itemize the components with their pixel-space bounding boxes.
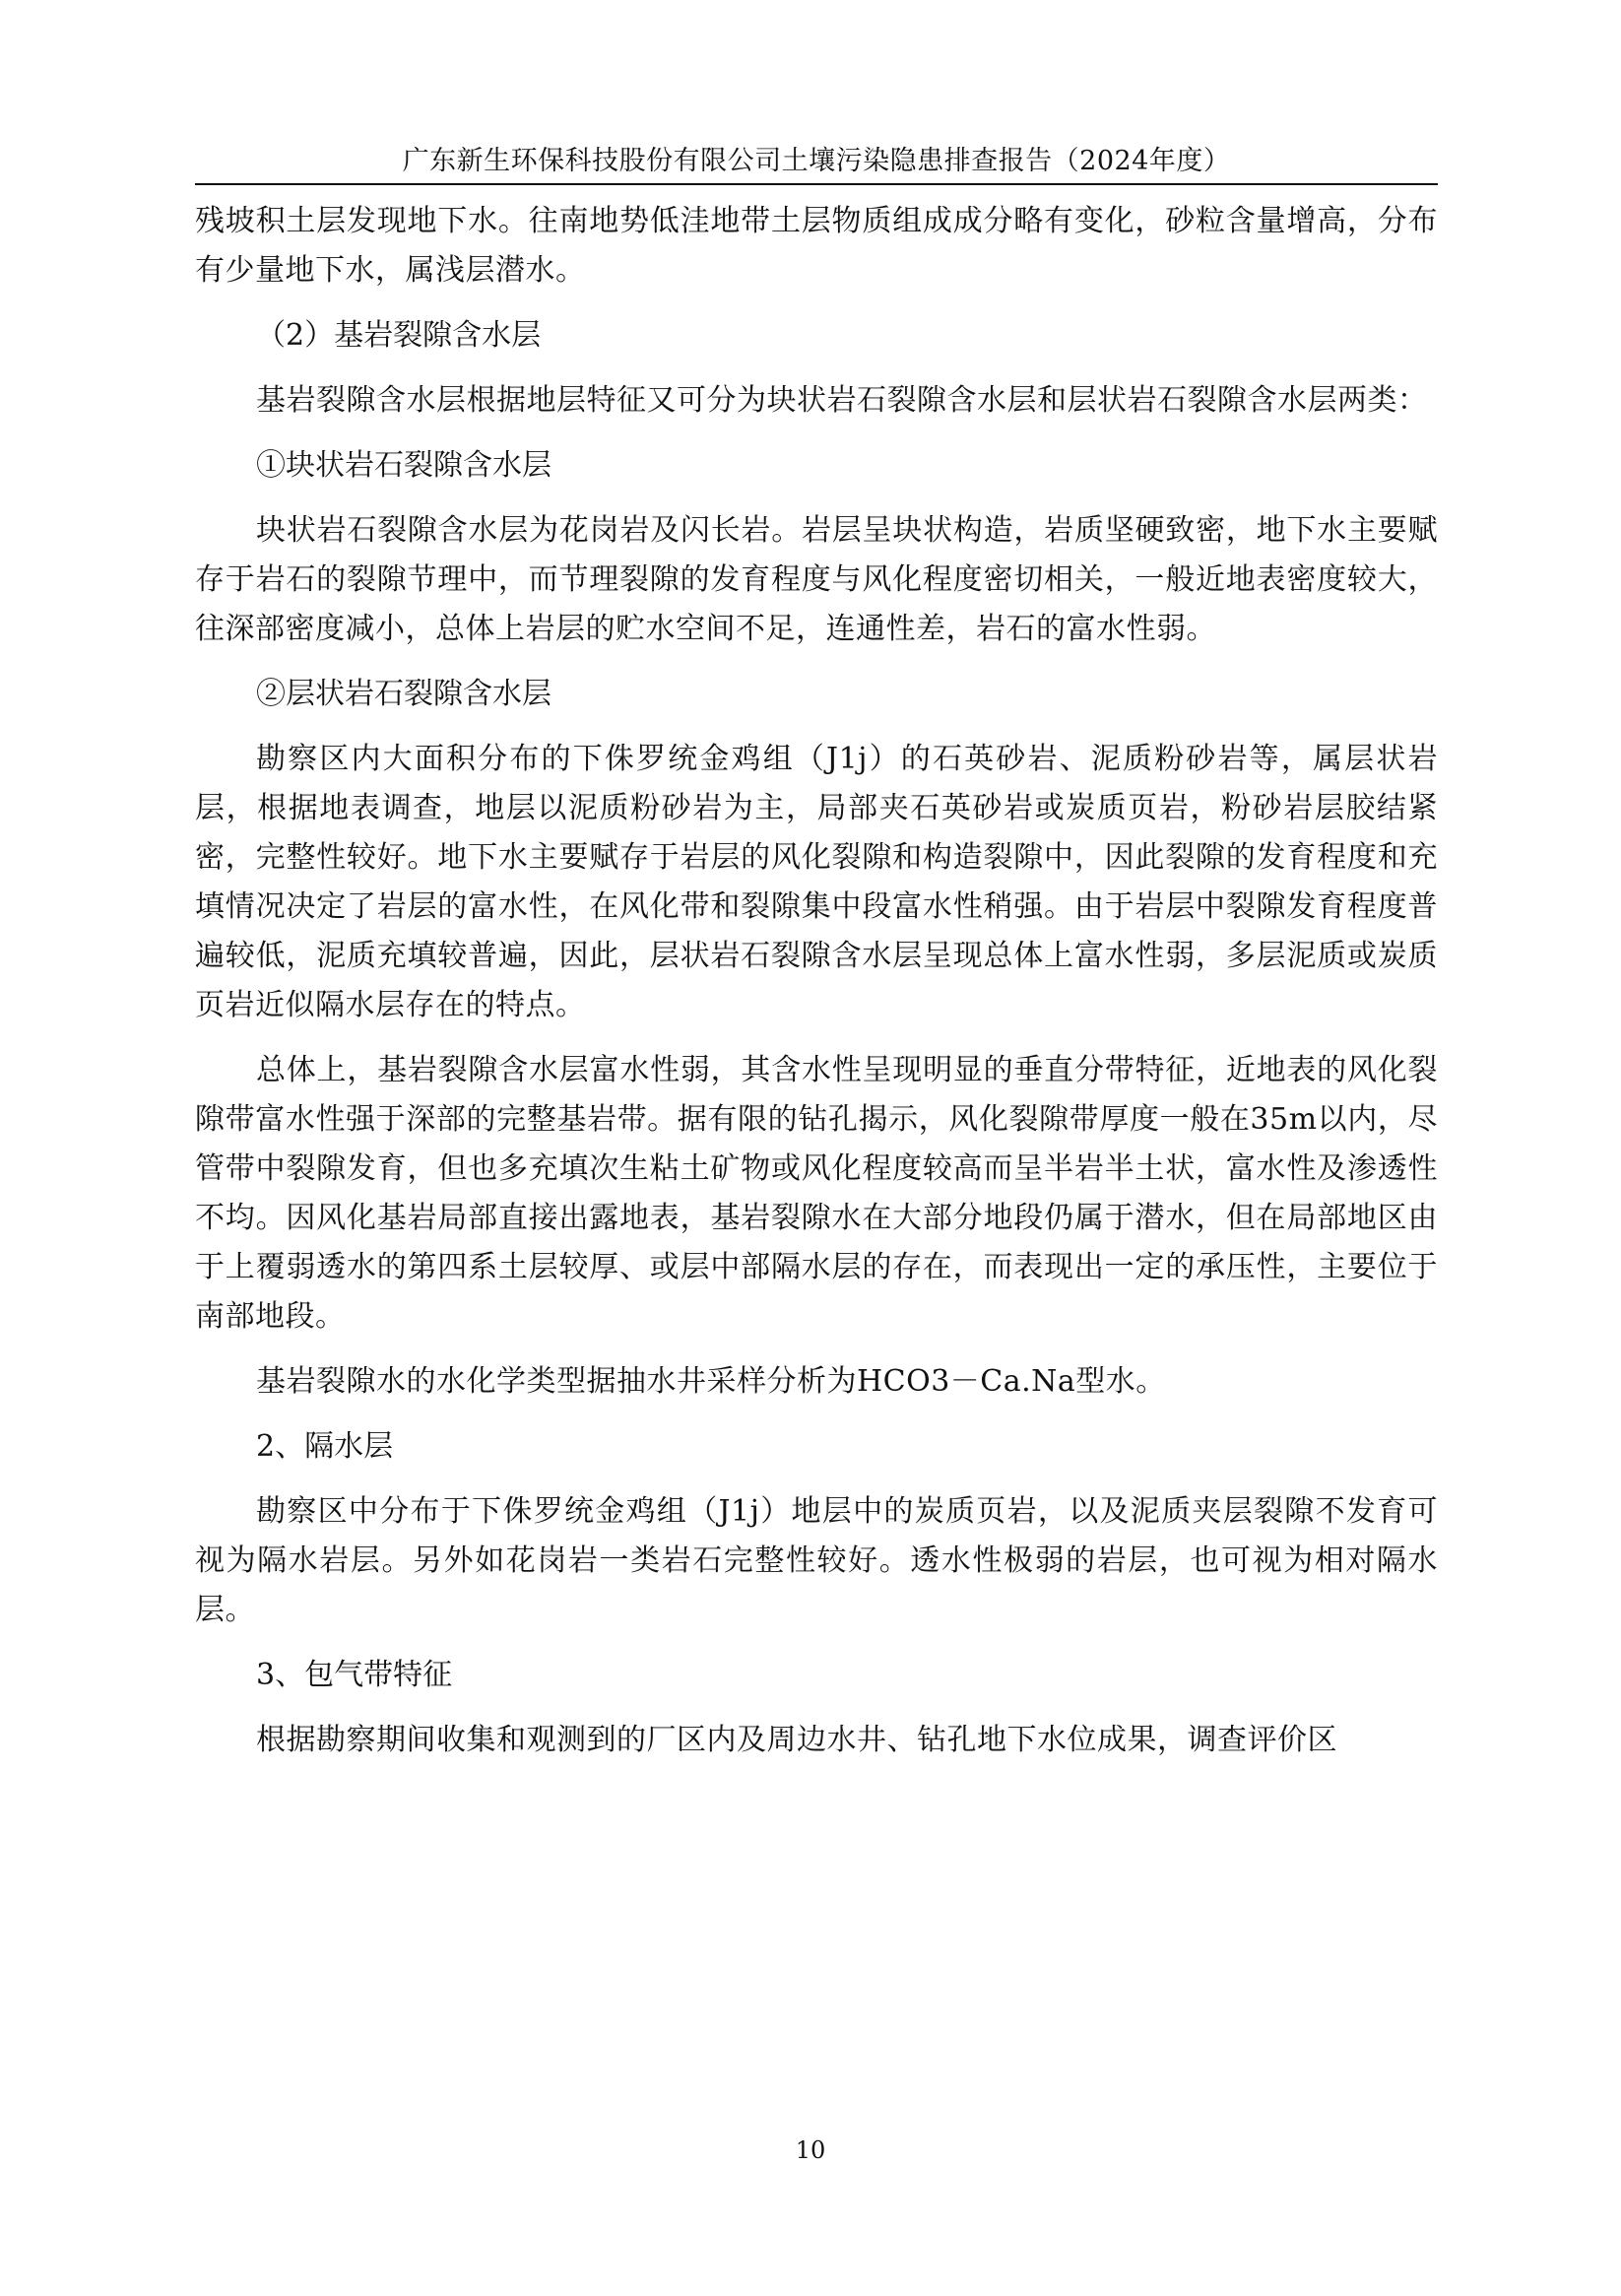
subsection-heading-massive-rock: ①块状岩石裂隙含水层: [256, 448, 551, 483]
subsection-heading-layered-rock: ②层状岩石裂隙含水层: [256, 677, 551, 711]
paragraph-hydrochemistry: 基岩裂隙水的水化学类型据抽水井采样分析为HCO3－Ca.Na型水。: [256, 1364, 1166, 1399]
section-heading-bedrock-aquifer: （2）基岩裂隙含水层: [256, 318, 542, 353]
document-body: [195, 197, 1438, 1781]
paragraph-summary: 总体上，基岩裂隙含水层富水性弱，其含水性呈现明显的垂直分带特征，近地表的风化裂隙带富水性强于深部的完整基岩带。据有限的钻孔揭示，风化裂隙带厚度一般在35m以内，尽管带中裂隙发育，但也多充填次生粘土矿物或风化程度较高而呈半岩半土状，富水性及渗透性不均。因风化基岩局部直接出露地表，基岩裂隙水在大部分地段仍属于潜水，但在局部地区由于上覆弱透水的第四系土层较厚、或层中部隔水层的存在，而表现出一定的承压性，主要位于南部地段。: [195, 1053, 1438, 1334]
section-heading-aquiclude: 2、隔水层: [256, 1429, 394, 1464]
paragraph-continuation: 残坡积土层发现地下水。往南地势低洼地带土层物质组成成分略有变化，砂粒含量增高，分布有少量地下水，属浅层潜水。: [195, 204, 1438, 288]
page-number: 10: [795, 2136, 826, 2164]
section-heading-vadose-zone: 3、包气带特征: [256, 1658, 453, 1692]
paragraph-aquiclude: 勘察区中分布于下侏罗统金鸡组（J1j）地层中的炭质页岩，以及泥质夹层裂隙不发育可视为隔水岩层。另外如花岗岩一类岩石完整性较好。透水性极弱的岩层，也可视为相对隔水层。: [195, 1494, 1438, 1627]
paragraph-layered-rock: 勘察区内大面积分布的下侏罗统金鸡组（J1j）的石英砂岩、泥质粉砂岩等，属层状岩层，根据地表调查，地层以泥质粉砂岩为主，局部夹石英砂岩或炭质页岩，粉砂岩层胶结紧密，完整性较好。地下水主要赋存于岩层的风化裂隙和构造裂隙中，因此裂隙的发育程度和充填情况决定了岩层的富水性，在风化带和裂隙集中段富水性稍强。由于岩层中裂隙发育程度普遍较低，泥质充填较普遍，因此，层状岩石裂隙含水层呈现总体上富水性弱，多层泥质或炭质页岩近似隔水层存在的特点。: [195, 742, 1438, 1022]
paragraph-bedrock-intro: 基岩裂隙含水层根据地层特征又可分为块状岩石裂隙含水层和层状岩石裂隙含水层两类：: [256, 383, 1428, 418]
paragraph-massive-rock: 块状岩石裂隙含水层为花岗岩及闪长岩。岩层呈块状构造，岩质坚硬致密，地下水主要赋存于岩石的裂隙节理中，而节理裂隙的发育程度与风化程度密切相关，一般近地表密度较大，往深部密度减小，总体上岩层的贮水空间不足，连通性差，岩石的富水性弱。: [195, 513, 1438, 646]
page-header: [195, 140, 1438, 185]
report-title: 广东新生环保科技股份有限公司土壤污染隐患排查报告（2024年度）: [402, 146, 1231, 176]
paragraph-vadose-zone: 根据勘察期间收集和观测到的厂区内及周边水井、钻孔地下水位成果，调查评价区: [256, 1723, 1337, 1757]
